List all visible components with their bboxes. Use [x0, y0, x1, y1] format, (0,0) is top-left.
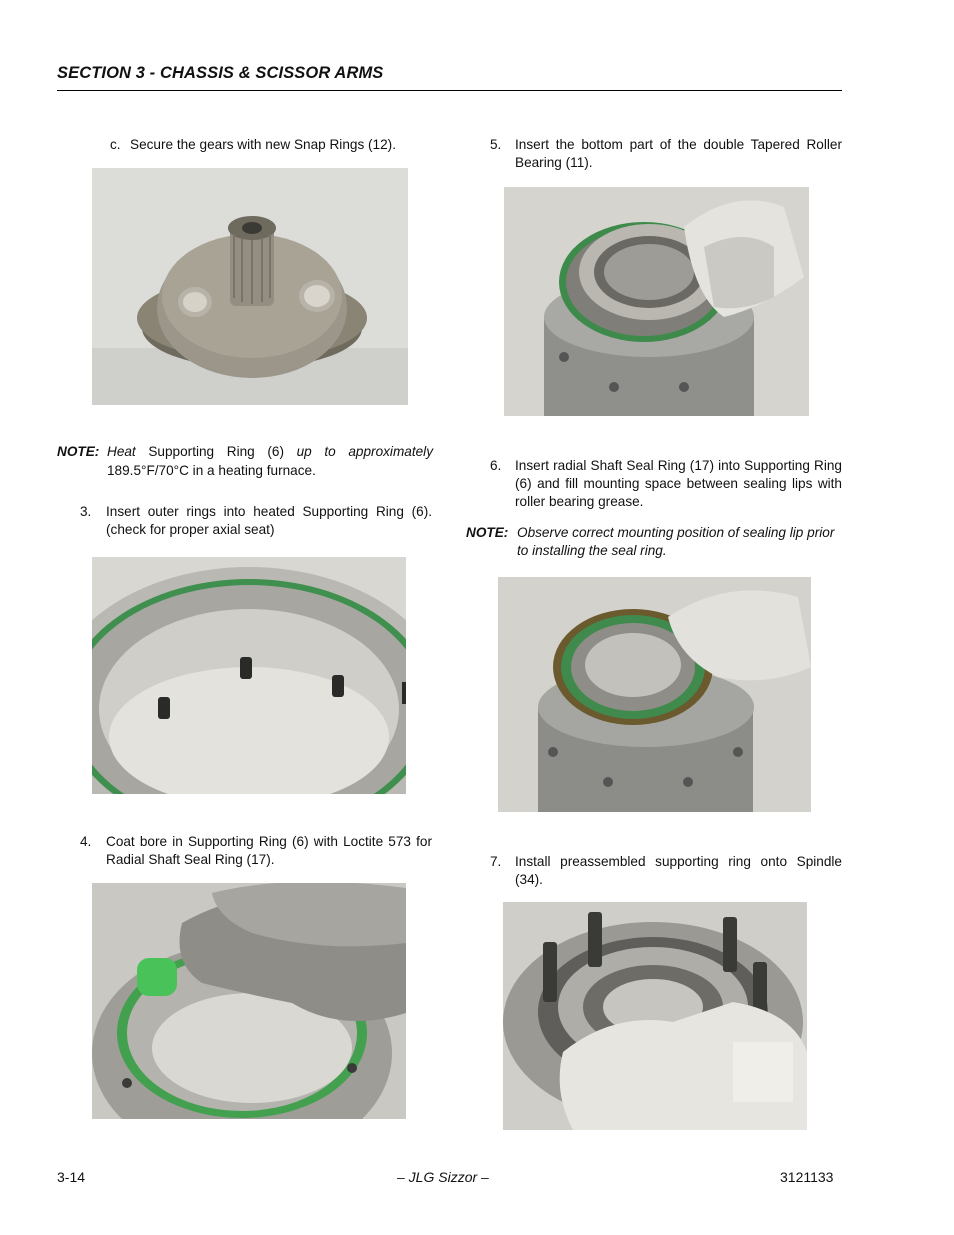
step-7-text: Install preassembled supporting ring onto Spindle (34). — [515, 854, 842, 887]
section-title: SECTION 3 - CHASSIS & SCISSOR ARMS — [57, 64, 384, 82]
step-4-number: 4. — [80, 834, 92, 849]
header-rule — [57, 90, 842, 91]
note-text-approx: up to approximately — [296, 444, 433, 459]
document-number: 3121133 — [780, 1169, 834, 1185]
step-7-number: 7. — [490, 854, 502, 869]
step-6-text: Insert radial Shaft Seal Ring (17) into Supporting Ring (6) and fill mounting space between sealing lips with roller bearing grease. — [515, 458, 842, 509]
step-7 — [490, 853, 842, 893]
photo-shaft-seal-ring — [498, 577, 811, 812]
step-3-text: Insert outer rings into heated Supporting Ring (6). (check for proper axial seat) — [106, 504, 432, 537]
step-5-number: 5. — [490, 137, 502, 152]
step-c — [110, 136, 440, 156]
note-text-temperature: 189.5°F/70°C in a heating furnace. — [107, 463, 316, 478]
photo-tapered-roller-bearing — [504, 187, 809, 416]
note-sealing-lip — [466, 524, 842, 564]
photo-planet-carrier-gears — [92, 168, 408, 405]
note-label: NOTE: — [57, 444, 100, 459]
step-3-number: 3. — [80, 504, 92, 519]
step-4-text: Coat bore in Supporting Ring (6) with Loctite 573 for Radial Shaft Seal Ring (17). — [106, 834, 432, 867]
step-3 — [80, 503, 432, 543]
step-5-text: Insert the bottom part of the double Tapered Roller Bearing (11). — [515, 137, 842, 170]
step-6-number: 6. — [490, 458, 502, 473]
footer-title: – JLG Sizzor – — [397, 1169, 489, 1185]
step-4 — [80, 833, 432, 873]
step-5 — [490, 136, 842, 176]
step-c-number: c. — [110, 137, 121, 152]
note-text-heat: Heat — [107, 444, 136, 459]
note-text-mid: Supporting Ring (6) — [135, 444, 297, 459]
step-6 — [490, 457, 842, 513]
photo-coat-bore-loctite — [92, 883, 406, 1119]
note-seal-label: NOTE: — [466, 525, 509, 540]
photo-outer-rings-supporting-ring — [92, 557, 406, 794]
step-c-text: Secure the gears with new Snap Rings (12). — [130, 137, 396, 152]
note-seal-text: Observe correct mounting position of sealing lip prior to installing the seal ring. — [517, 525, 835, 558]
note-heat-supporting-ring — [57, 443, 433, 483]
photo-supporting-ring-onto-spindle — [503, 902, 807, 1130]
page-number: 3-14 — [57, 1169, 86, 1185]
